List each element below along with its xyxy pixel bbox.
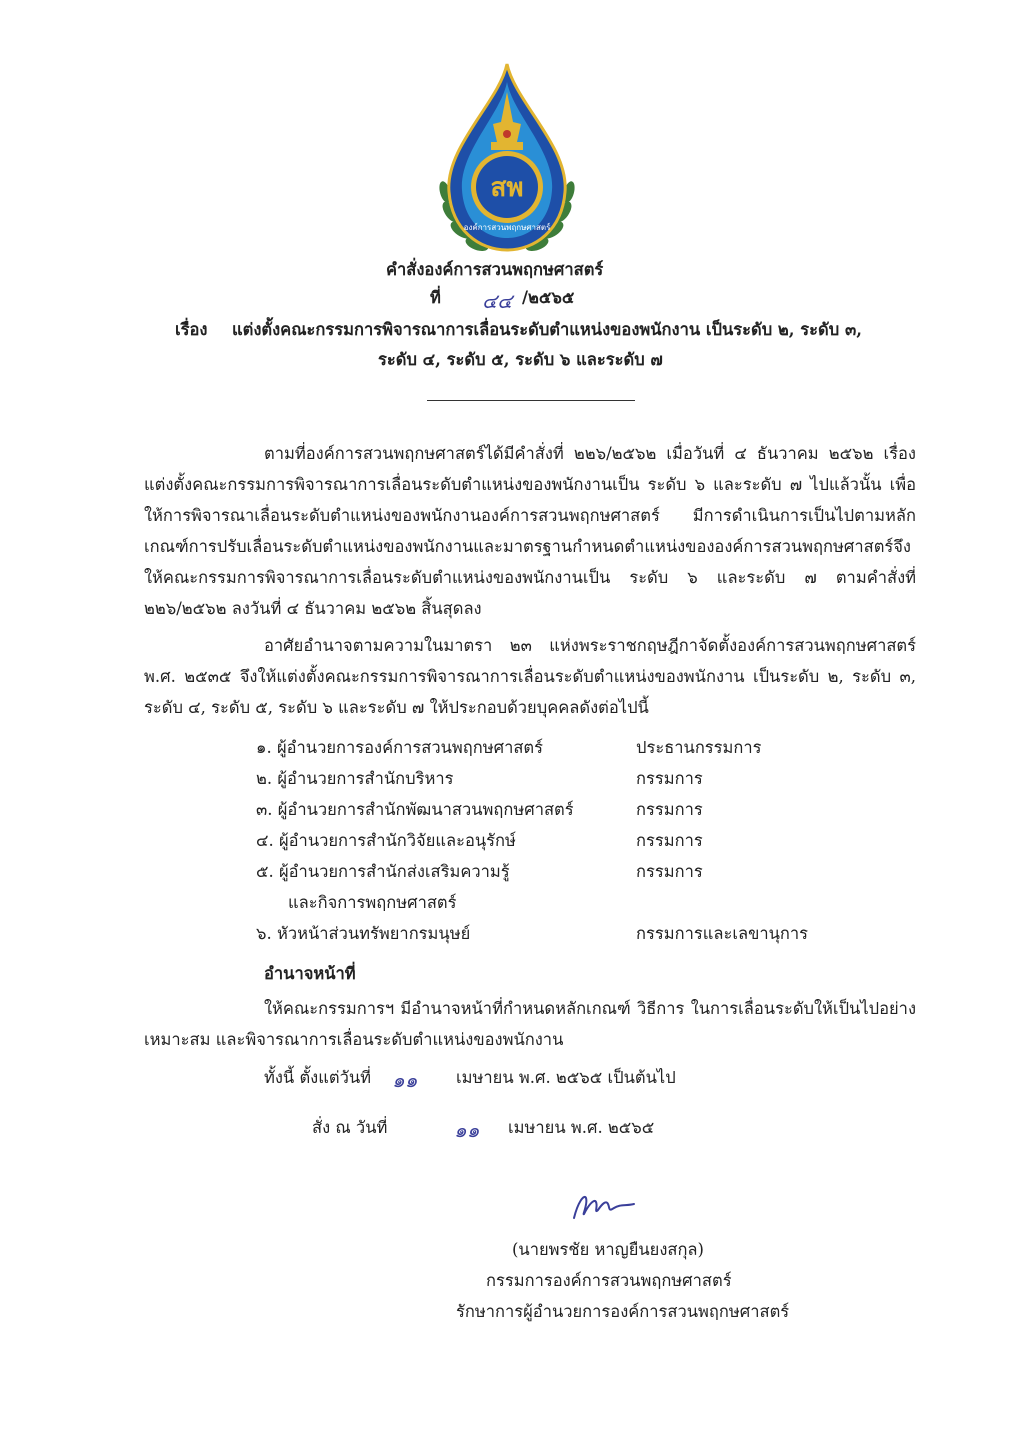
order-number-label: ที่	[430, 288, 441, 307]
subject-line-2: ระดับ ๔, ระดับ ๕, ระดับ ๖ และระดับ ๗	[378, 350, 663, 369]
subject-line-1: แต่งตั้งคณะกรรมการพิจารณาการเลื่อนระดับตำแหน่งของพนักงาน เป็นระดับ ๒, ระดับ ๓,	[232, 320, 862, 339]
paragraph-duty	[144, 993, 916, 1055]
order-day-handwritten: ๑๑	[454, 1118, 480, 1142]
duty-text: ให้คณะกรรมการฯ มีอำนาจหน้าที่กำหนดหลักเกณฑ์ วิธีการ ในการเลื่อนระดับให้เป็นไปอย่างเหมาะสม และพิจารณาการเลื่อนระดับตำแหน่งของพนักงาน	[144, 999, 916, 1049]
effective-date-suffix: เมษายน พ.ศ. ๒๕๖๕ เป็นต้นไป	[456, 1068, 676, 1087]
order-date-suffix: เมษายน พ.ศ. ๒๕๖๕	[508, 1118, 655, 1137]
signer-name: (นายพรชัย หาญยืนยงสกุล)	[512, 1240, 704, 1259]
list-item: ๖. หัวหน้าส่วนทรัพยากรมนุษย์ กรรมการและเลขานุการ	[256, 924, 809, 943]
list-item: ๓. ผู้อำนวยการสำนักพัฒนาสวนพฤกษศาสตร์ กรรมการ	[256, 800, 703, 819]
organization-emblem-logo	[437, 62, 577, 257]
paragraph-1-text: ตามที่องค์การสวนพฤกษศาสตร์ได้มีคำสั่งที่ ๒๒๖/๒๕๖๒ เมื่อวันที่ ๔ ธันวาคม ๒๕๖๒ เรื่อง แต่งตั้งคณะกรรมการพิจารณาการเลื่อนระดับตำแหน่งของพนักงานเป็น ระดับ ๖ และระดับ ๗ ไปแล้วนั้น เพื่อให้การพิจารณาเลื่อนระดับตำแหน่งของพนักงานองค์การสวนพฤกษศาสตร์ มีการดำเนินการเป็นไปตามหลักเกณฑ์การปรับเลื่อนระดับตำแหน่งของพนักงานและมาตรฐานกำหนดตำแหน่งขององค์การสวนพฤกษศาสตร์จึงให้คณะกรรมการพิจารณาการเลื่อนระดับตำแหน่งของพนักงานเป็น ระดับ ๖ และระดับ ๗ ตามคำสั่งที่ ๒๒๖/๒๕๖๒ ลงวันที่ ๔ ธันวาคม ๒๕๖๒ สิ้นสุดลง	[144, 444, 916, 618]
effective-date-prefix: ทั้งนี้ ตั้งแต่วันที่	[264, 1068, 372, 1087]
committee-list	[256, 740, 856, 957]
seal-text: องค์การสวนพฤกษศาสตร์	[463, 223, 551, 232]
order-number-year: /๒๕๖๕	[522, 288, 575, 307]
order-number-handwritten: ๔๔	[482, 289, 513, 313]
paragraph-authority	[144, 630, 916, 723]
order-date-prefix: สั่ง ณ วันที่	[312, 1118, 388, 1137]
svg-text:สพ: สพ	[490, 173, 524, 203]
list-item: ๕. ผู้อำนวยการสำนักส่งเสริมความรู้ กรรมการ	[256, 862, 703, 881]
list-item: ๔. ผู้อำนวยการสำนักวิจัยและอนุรักษ์ กรรมการ	[256, 831, 703, 850]
list-item: และกิจการพฤกษศาสตร์	[288, 893, 457, 912]
paragraph-2-text: อาศัยอำนาจตามความในมาตรา ๒๓ แห่งพระราชกฤษฎีกาจัดตั้งองค์การสวนพฤกษศาสตร์ พ.ศ. ๒๕๓๕ จึงให้แต่งตั้งคณะกรรมการพิจารณาการเลื่อนระดับตำแหน่งของพนักงาน เป็นระดับ ๒, ระดับ ๓, ระดับ ๔, ระดับ ๕, ระดับ ๖ และระดับ ๗ ให้ประกอบด้วยบุคคลดังต่อไปนี้	[144, 636, 916, 717]
order-title: คำสั่งองค์การสวนพฤกษศาสตร์	[386, 260, 604, 279]
list-item: ๑. ผู้อำนวยการองค์การสวนพฤกษศาสตร์ ประธานกรรมการ	[256, 738, 762, 757]
subject-label: เรื่อง	[175, 320, 208, 339]
paragraph-background	[144, 438, 916, 624]
duty-heading: อำนาจหน้าที่	[264, 964, 356, 983]
list-item: ๒. ผู้อำนวยการสำนักบริหาร กรรมการ	[256, 769, 703, 788]
signer-position-1: กรรมการองค์การสวนพฤกษศาสตร์	[486, 1271, 732, 1290]
signer-position-2: รักษาการผู้อำนวยการองค์การสวนพฤกษศาสตร์	[456, 1302, 790, 1321]
effective-day-handwritten: ๑๑	[392, 1068, 418, 1092]
header-divider	[427, 400, 635, 401]
handwritten-signature-icon	[568, 1188, 638, 1224]
